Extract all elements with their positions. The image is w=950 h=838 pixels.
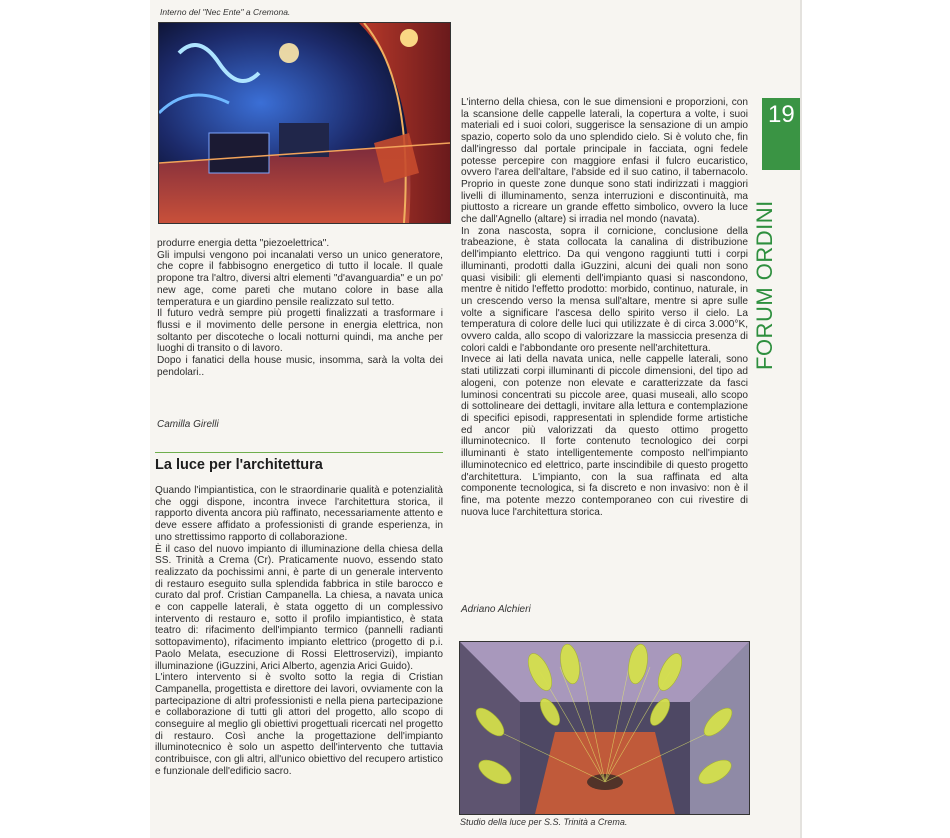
paragraph: In zona nascosta, sopra il cornicione, conclusione della trabeazione, è stata collocata la canalina di distribuzione dell'impianto elettrico. Da qui vengono raggiunti tutti i corpi illuminanti, prodotti dalla iGuzzini, alcuni dei quali non sono quasi visibili: gli elementi dell'impianto quasi si nascondono, mentre è nitido l'effetto prodotto: morbido, continuo, naturale, in un crescendo verso la mensa sull'altare, mentre si apre sulle volte a significare l'ascesa dello spirito verso il cielo. La temperatura di colore delle luci qui utilizzate è di circa 3.000°K, ovvero calda, allo scopo di valorizzare la massiccia presenza di colori caldi e l'abbondante oro presente nell'architettura. — [461, 225, 748, 354]
page-number-tab — [762, 98, 800, 170]
article-continuation — [157, 238, 443, 378]
article-body — [155, 485, 443, 778]
section-heading: La luce per l'architettura — [155, 457, 323, 473]
paragraph: produrre energia detta "piezoelettrica". — [157, 238, 330, 249]
paragraph: Invece ai lati della navata unica, nelle cappelle laterali, sono stati utilizzati corpi illuminanti di piccole dimensioni, del tipo ad alogeni, con potenze non elevate e caratterizzate da fasci luminosi concentrati su piccole aree, quasi museali, allo scopo di sottolineare dei dettagli, invitare alla lettura e contemplazione di specifici episodi, rappresentati in splendide forme artistiche ed ancor più valorizzati da questo ottimo progetto illuminotecnico. Il forte contenuto tecnologico dei corpi illuminanti è stato intelligentemente composto nell'impianto illuminotecnico ed elettrico, parte inscindibile di questo progetto d'architettura. L'impianto, con la sua raffinata ed alta componente tecnologica, si fa discreto e non invasivo: non è il fine, ma potente mezzo contemporaneo con cui rivestire di nuova luce l'architettura storica. — [461, 354, 748, 518]
page-number: 19 — [768, 101, 795, 128]
paragraph: L'interno della chiesa, con le sue dimensioni e proporzioni, con la scansione delle cappelle laterali, la copertura a volte, i suoi materiali ed i suoi colori, suggerisce la sensazione di un ampio spazio, coperto solo da uno splendido cielo. Si è voluto che, fin dall'ingresso dal portale principale in facciata, ogni fedele potesse percepire con maggiore enfasi il fulcro eucaristico, ovvero l'area dell'altare, l'abside ed il suo catino, il tabernacolo. Proprio in queste zone dunque sono stati indirizzati i maggiori livelli di illuminamento, senza interruzioni e discontinuità, ma piuttosto a ricreare un grande effetto simbolico, ovvero la luce che dall'Agnello (altare) si irradia nel mondo (navata). — [461, 97, 748, 226]
paragraph: L'intero intervento si è svolto sotto la regia di Cristian Campanella, progettista e direttore dei lavori, ovviamente con la partecipazione di altri professionisti e nella piena partecipazione e collaborazione di tutti gli attori del progetto, allo scopo di conseguire al meglio gli obiettivi progettuali ricercati nel progetto di restauro. Così anche la progettazione dell'impianto illuminotecnico è solo un aspetto dell'intervento che tuttavia contribuisce, con gli altri, all'unico obiettivo del recupero artistico e funzionale dell'edificio sacro. — [155, 672, 443, 777]
author-byline: Adriano Alchieri — [461, 604, 531, 615]
nightclub-interior-photo — [158, 22, 451, 224]
author-byline: Camilla Girelli — [157, 419, 219, 430]
paragraph: Quando l'impiantistica, con le straordinarie qualità e potenzialità che oggi dispone, incontra invece l'architettura storica, il rapporto diventa ancora più raffinato, necessariamente attento e deve essere affidato a professionisti di grande esperienza, in uno strettissimo rapporto di collaborazione. — [155, 485, 443, 543]
page-edge — [800, 0, 802, 838]
article-right-column — [461, 97, 748, 518]
section-divider — [155, 452, 443, 453]
paragraph: Dopo i fanatici della house music, insomma, sarà la volta dei pendolari.. — [157, 355, 443, 378]
paragraph: Gli impulsi vengono poi incanalati verso un unico generatore, che copre il fabbisogno energetico di tutto il locale. Il quale propone tra l'altro, diversi altri elementi "d'avanguardia" e un po' new age, come pareti che mutano colore in base alla temperatura e un giardino pensile realizzato sul tetto. — [157, 249, 443, 308]
bottom-photo-caption: Studio della luce per S.S. Trinità a Crema. — [460, 817, 628, 827]
paragraph: È il caso del nuovo impianto di illuminazione della chiesa della SS. Trinità a Crema (Cr). Praticamente nuovo, essendo stato realizzato da pochissimi anni, è parte di un generale intervento di restauro eseguito sulla splendida fabbrica in stile barocco e curato dal prof. Cristian Campanella. La chiesa, a navata unica e con cappelle laterali, è stata oggetto di un complessivo intervento di restauro e, sotto il profilo impiantistico, è stata teatro di: rifacimento dell'impianto termico (pannelli radianti sottopavimento), rifacimento impianto elettrico (progetto di p.i. Paolo Melata, esecuzione di Rossi Elettroservizi), impianto illuminazione (iGuzzini, Arici Alberto, agenzia Arici Guido). — [155, 543, 443, 672]
section-side-label: FORUM ORDINI — [752, 200, 777, 370]
top-photo-caption: Interno del "Nec Ente" a Cremona. — [160, 7, 291, 17]
lighting-study-render — [459, 641, 750, 815]
paragraph: Il futuro vedrà sempre più progetti finalizzati a trasformare i flussi e il movimento delle persone in energia elettrica, non soltanto per discoteche o locali notturni quindi, ma anche per luoghi di transito o di lavoro. — [157, 308, 443, 355]
